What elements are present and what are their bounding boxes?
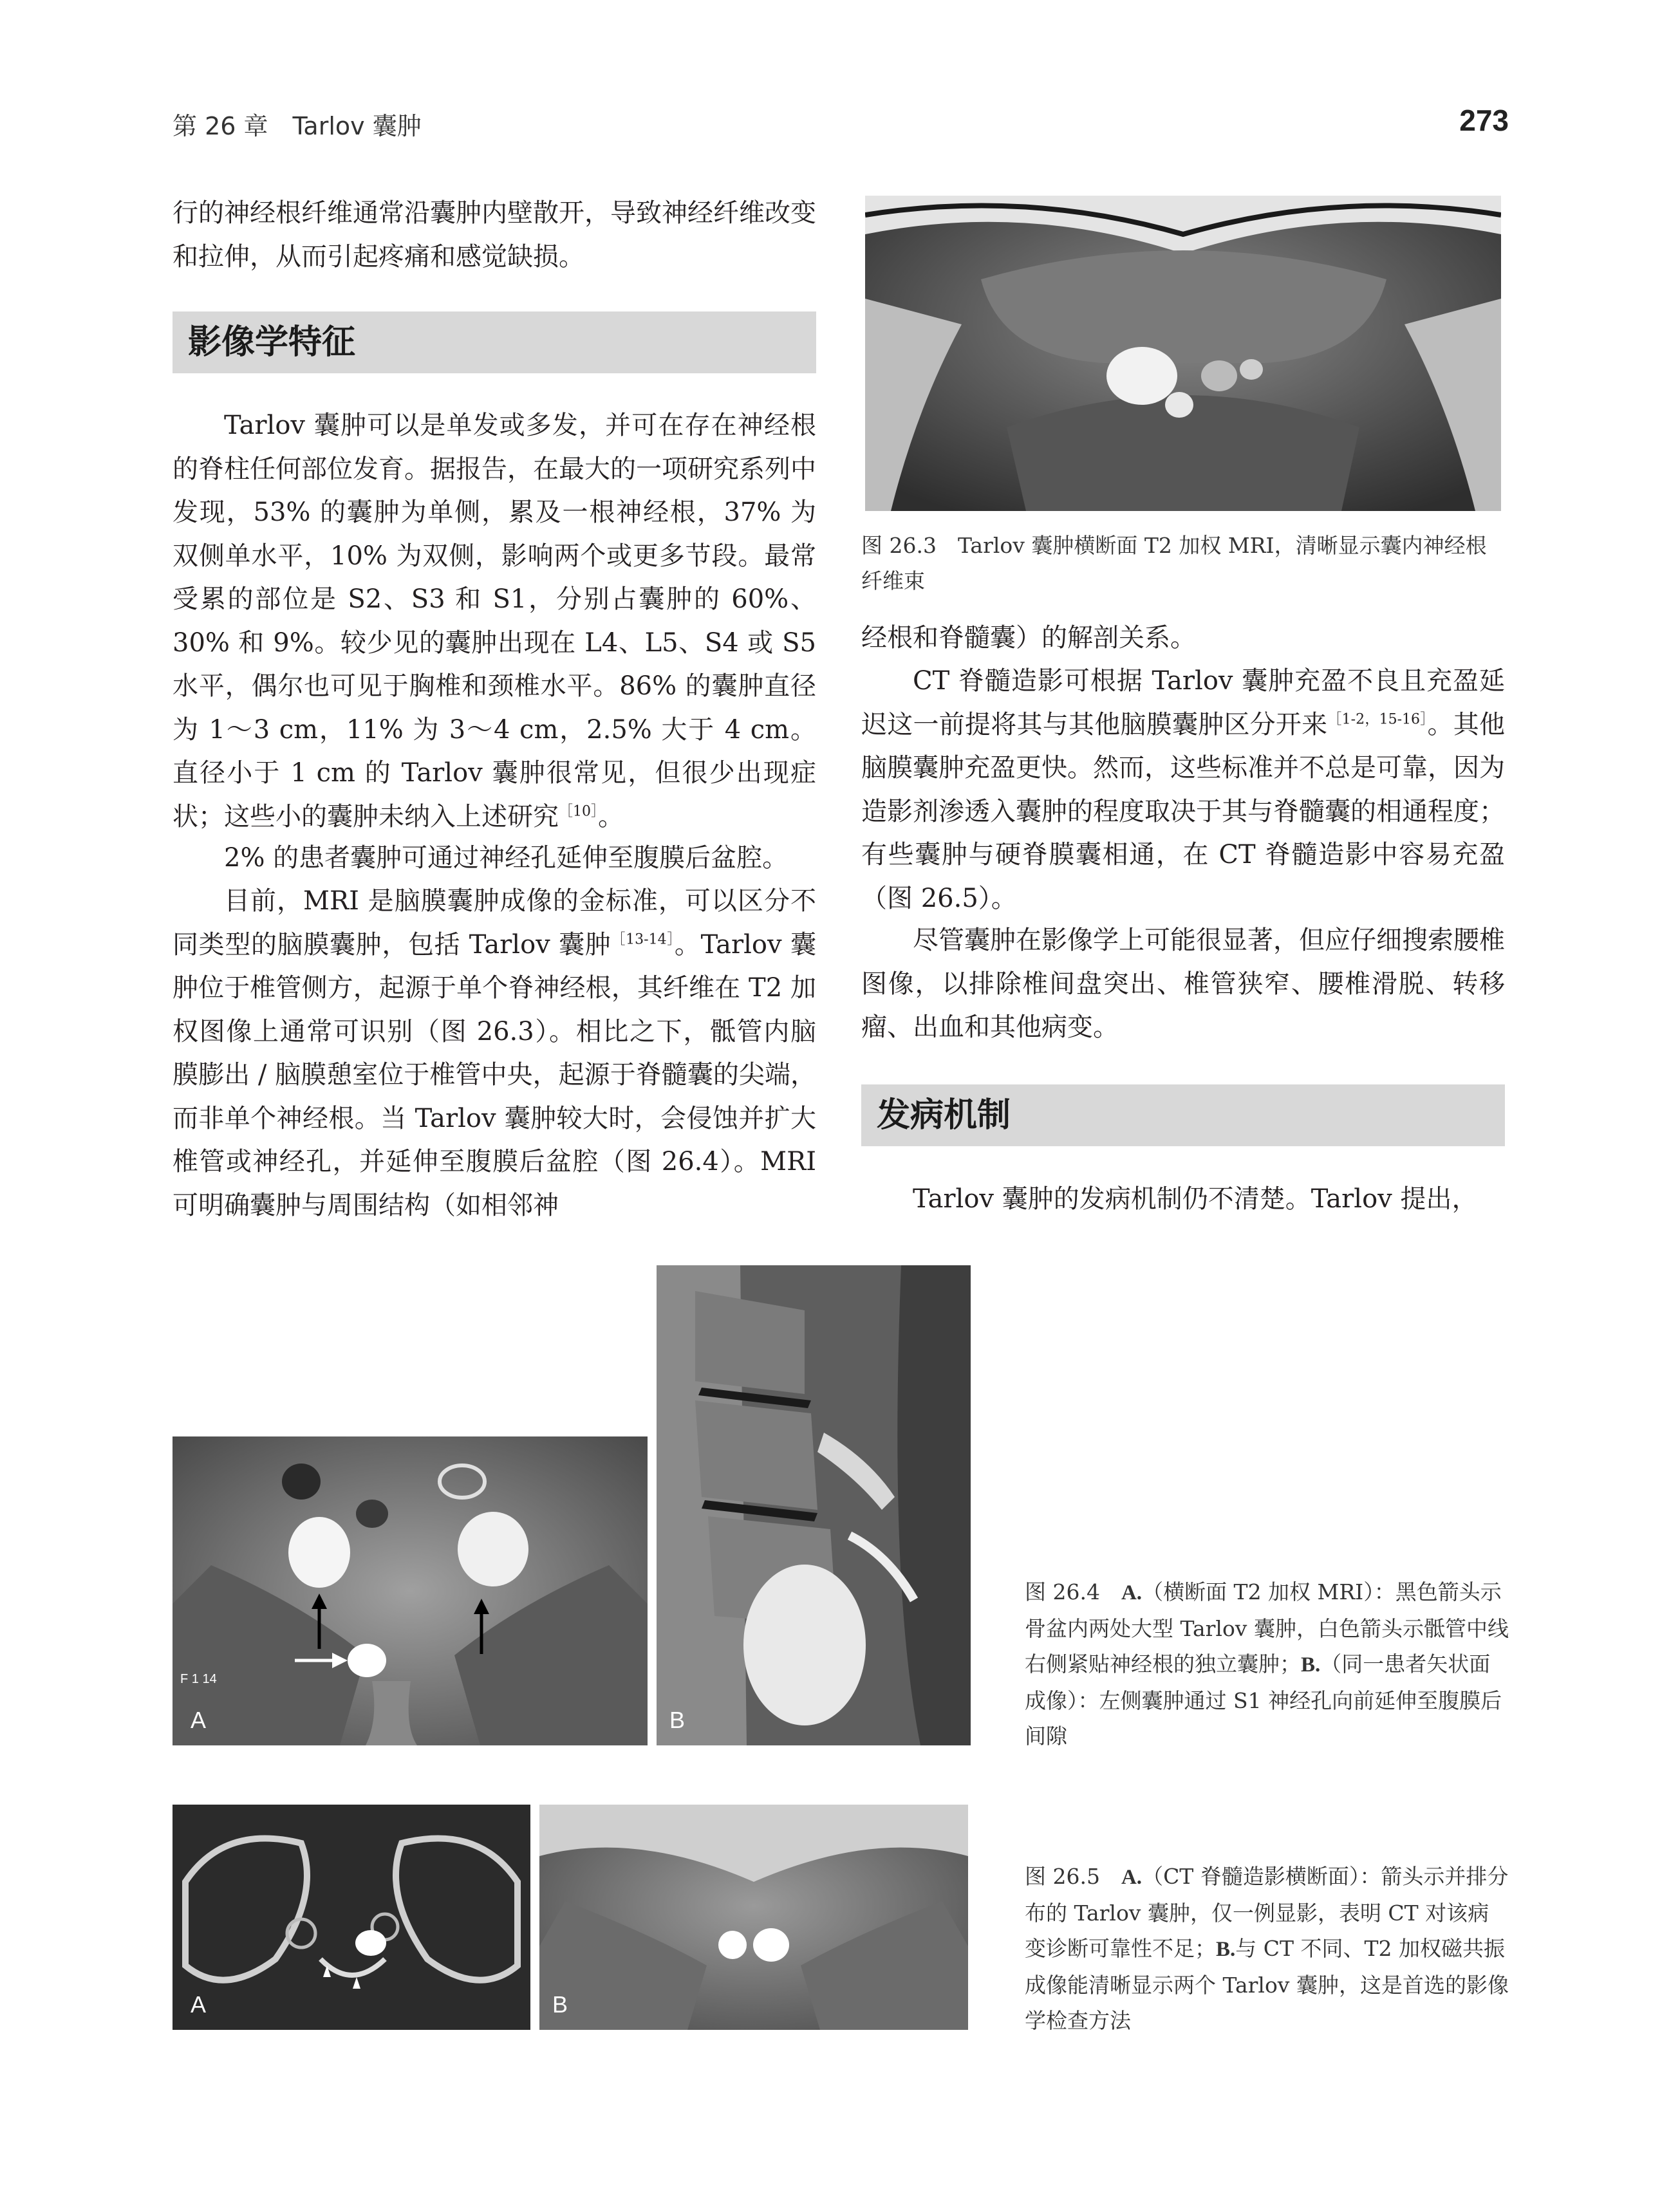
figure-26-4b-mri-image <box>657 1265 971 1745</box>
figure-26-5-caption: 图 26.5 A.（CT 脊髓造影横断面）：箭头示并排分布的 Tarlov 囊肿，仅一例显影，表明 CT 对该病变诊断可靠性不足；B.与 CT 不同、T2 加权磁共振成像能清晰显示两个 Tarlov 囊肿，这是首选的影像学检查方法 <box>1025 1864 1509 2033</box>
body-paragraph-3: 目前，MRI 是脑膜囊肿成像的金标准，可以区分不同类型的脑膜囊肿，包括 Tarlov 囊肿$^{[13-14]}$。Tarlov 囊肿位于椎管侧方，起源于单个脊神经根，其纤维在 T2 加权图像上通常可识别（图 26.3）。相比之下，骶管内脑膜膨出 / 脑膜憩室位于椎管中央，起源于脊髓囊的尖端，而非单个神经根。当 Tarlov 囊肿较大时，会侵蚀并扩大椎管或神经孔，并延伸至腹膜后盆腔（图 26.4）。MRI 可明确囊肿与周围结构（如相邻神 <box>173 886 816 1220</box>
body-paragraph-2: 2% 的患者囊肿可通过神经孔延伸至腹膜后盆腔。 <box>224 843 789 873</box>
body-paragraph-right-2: CT 脊髓造影可根据 Tarlov 囊肿充盈不良且充盈延迟这一前提将其与其他脑膜囊肿区分开来$^{[1-2,15-16]}$。其他脑膜囊肿充盈更快。然而，这些标准并不总是可靠，因为造影剂渗透入囊肿的程度取决于其与脊髓囊的相通程度；有些囊肿与硬脊膜囊相通，在 CT 脊髓造影中容易充盈（图 26.5）。 <box>861 666 1505 913</box>
citation: ［10］ <box>559 803 598 820</box>
scan-overlay-text: F 1 14 <box>180 1672 217 1686</box>
figure-26-3-mri-image <box>865 196 1501 511</box>
page-number: 273 <box>1459 104 1509 137</box>
figure-26-4-caption: 图 26.4 A.（横断面 T2 加权 MRI）：黑色箭头示骨盆内两处大型 Tarlov 囊肿，白色箭头示骶管中线右侧紧贴神经根的独立囊肿；B.（同一患者矢状面成像）：左侧囊肿通过 S1 神经孔向前延伸至腹膜后间隙 <box>1025 1579 1509 1749</box>
body-paragraph-right-3: 尽管囊肿在影像学上可能很显著，但应仔细搜索腰椎图像，以排除椎间盘突出、椎管狭窄、腰椎滑脱、转移瘤、出血和其他病变。 <box>861 925 1505 1042</box>
panel-label-b: B <box>669 1707 686 1733</box>
figure-26-5b-mri-image <box>539 1805 968 2030</box>
body-paragraph-right-1: 经根和脊髓囊）的解剖关系。 <box>861 623 1196 653</box>
citation: ［1-2，15-16］ <box>1327 711 1428 728</box>
body-paragraph-right-4: Tarlov 囊肿的发病机制仍不清楚。Tarlov 提出， <box>913 1184 1478 1214</box>
figure-26-5a-ct-image <box>173 1805 530 2030</box>
panel-label-a: A <box>191 1991 207 2018</box>
figure-26-3-caption: 图 26.3 Tarlov 囊肿横断面 T2 加权 MRI，清晰显示囊内神经根纤维束 <box>861 533 1487 593</box>
panel-label-b: B <box>552 1991 568 2018</box>
section-heading-pathogenesis: 发病机制 <box>861 1084 1505 1146</box>
citation: ［13-14］ <box>611 931 675 948</box>
section-heading-imaging: 影像学特征 <box>173 311 816 373</box>
intro-paragraph: 行的神经根纤维通常沿囊肿内壁散开，导致神经纤维改变和拉伸，从而引起疼痛和感觉缺损。 <box>173 198 816 272</box>
figure-26-4a-mri-image <box>173 1436 648 1745</box>
panel-label-a: A <box>191 1707 207 1733</box>
chapter-header: 第 26 章 Tarlov 囊肿 <box>173 112 422 140</box>
body-paragraph-1: Tarlov 囊肿可以是单发或多发，并可在存在神经根的脊柱任何部位发育。据报告，在最大的一项研究系列中发现，53% 的囊肿为单侧，累及一根神经根，37% 为双侧单水平，10% 为双侧，影响两个或更多节段。最常受累的部位是 S2、S3 和 S1，分别占囊肿的 60%、30% 和 9%。较少见的囊肿出现在 L4、L5、S4 或 S5 水平，偶尔也可见于胸椎和颈椎水平。86% 的囊肿直径为 1～3 cm，11% 为 3～4 cm，2.5% 大于 4 cm。直径小于 1 cm 的 Tarlov 囊肿很常见，但很少出现症状；这些小的囊肿未纳入上述研究$^{[10]}$。 <box>173 411 816 832</box>
